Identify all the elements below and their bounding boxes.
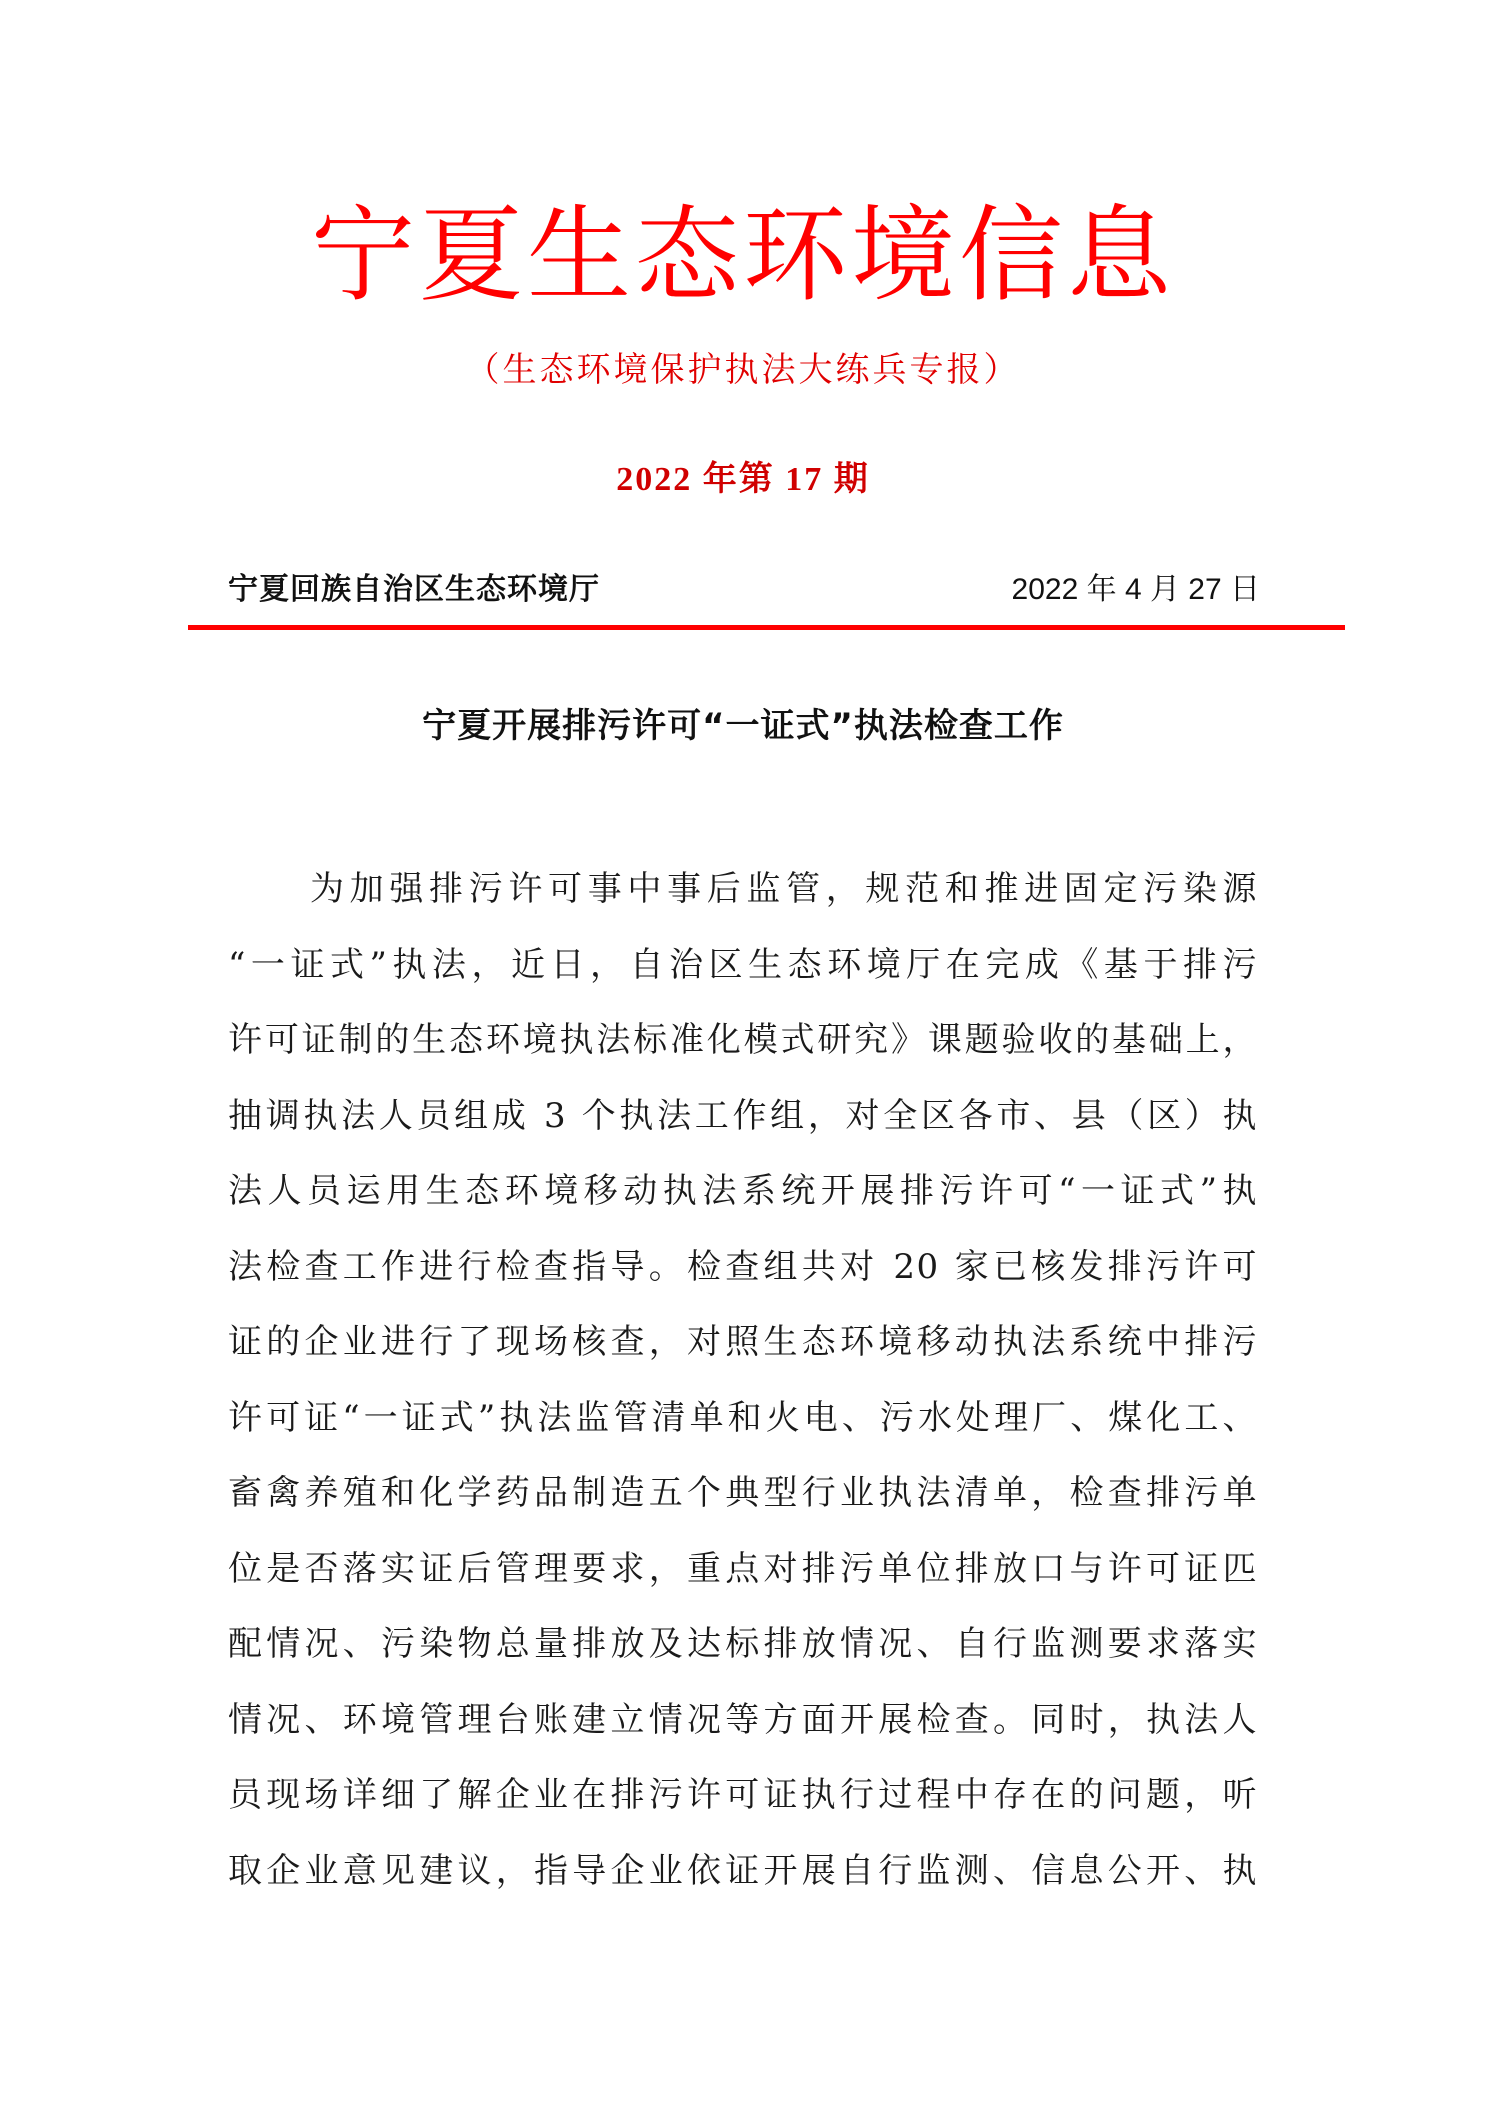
body-line: 许可证“一证式”执法监管清单和火电、污水处理厂、煤化工、 — [228, 1397, 1258, 1438]
article-body — [228, 852, 1258, 1909]
publisher-name: 宁夏回族自治区生态环境厅 — [228, 572, 600, 607]
body-line: 取企业意见建议，指导企业依证开展自行监测、信息公开、执 — [228, 1850, 1258, 1891]
masthead-title: 宁夏生态环境信息 — [310, 194, 1175, 316]
body-line: 法检查工作进行检查指导。检查组共对 20 家已核发排污许可 — [228, 1246, 1258, 1287]
body-line: 证的企业进行了现场核查，对照生态环境移动执法系统中排污 — [228, 1322, 1258, 1362]
body-line: 情况、环境管理台账建立情况等方面开展检查。同时，执法人 — [228, 1699, 1258, 1740]
issue-number: 2022 年第 17 期 — [616, 461, 870, 498]
publication-date: 2022 年 4 月 27 日 — [1011, 573, 1260, 606]
publisher-row — [228, 568, 1260, 612]
body-line: 许可证制的生态环境执法标准化模式研究》课题验收的基础上， — [228, 1020, 1258, 1060]
masthead-subtitle: （生态环境保护执法大练兵专报） — [465, 350, 1021, 390]
body-line: 抽调执法人员组成 3 个执法工作组，对全区各市、县（区）执 — [228, 1095, 1258, 1136]
body-line: 为加强排污许可事中事后监管，规范和推进固定污染源 — [310, 869, 1258, 909]
body-line: 畜禽养殖和化学药品制造五个典型行业执法清单，检查排污单 — [228, 1473, 1258, 1513]
article-title: 宁夏开展排污许可“一证式”执法检查工作 — [422, 706, 1064, 746]
red-divider — [188, 625, 1345, 630]
body-line: 员现场详细了解企业在排污许可证执行过程中存在的问题，听 — [228, 1775, 1258, 1815]
body-line: 位是否落实证后管理要求，重点对排污单位排放口与许可证匹 — [228, 1548, 1258, 1589]
body-line: 配情况、污染物总量排放及达标排放情况、自行监测要求落实 — [228, 1624, 1258, 1664]
body-line: “一证式”执法，近日，自治区生态环境厅在完成《基于排污 — [228, 944, 1258, 985]
body-line: 法人员运用生态环境移动执法系统开展排污许可“一证式”执 — [228, 1171, 1258, 1211]
